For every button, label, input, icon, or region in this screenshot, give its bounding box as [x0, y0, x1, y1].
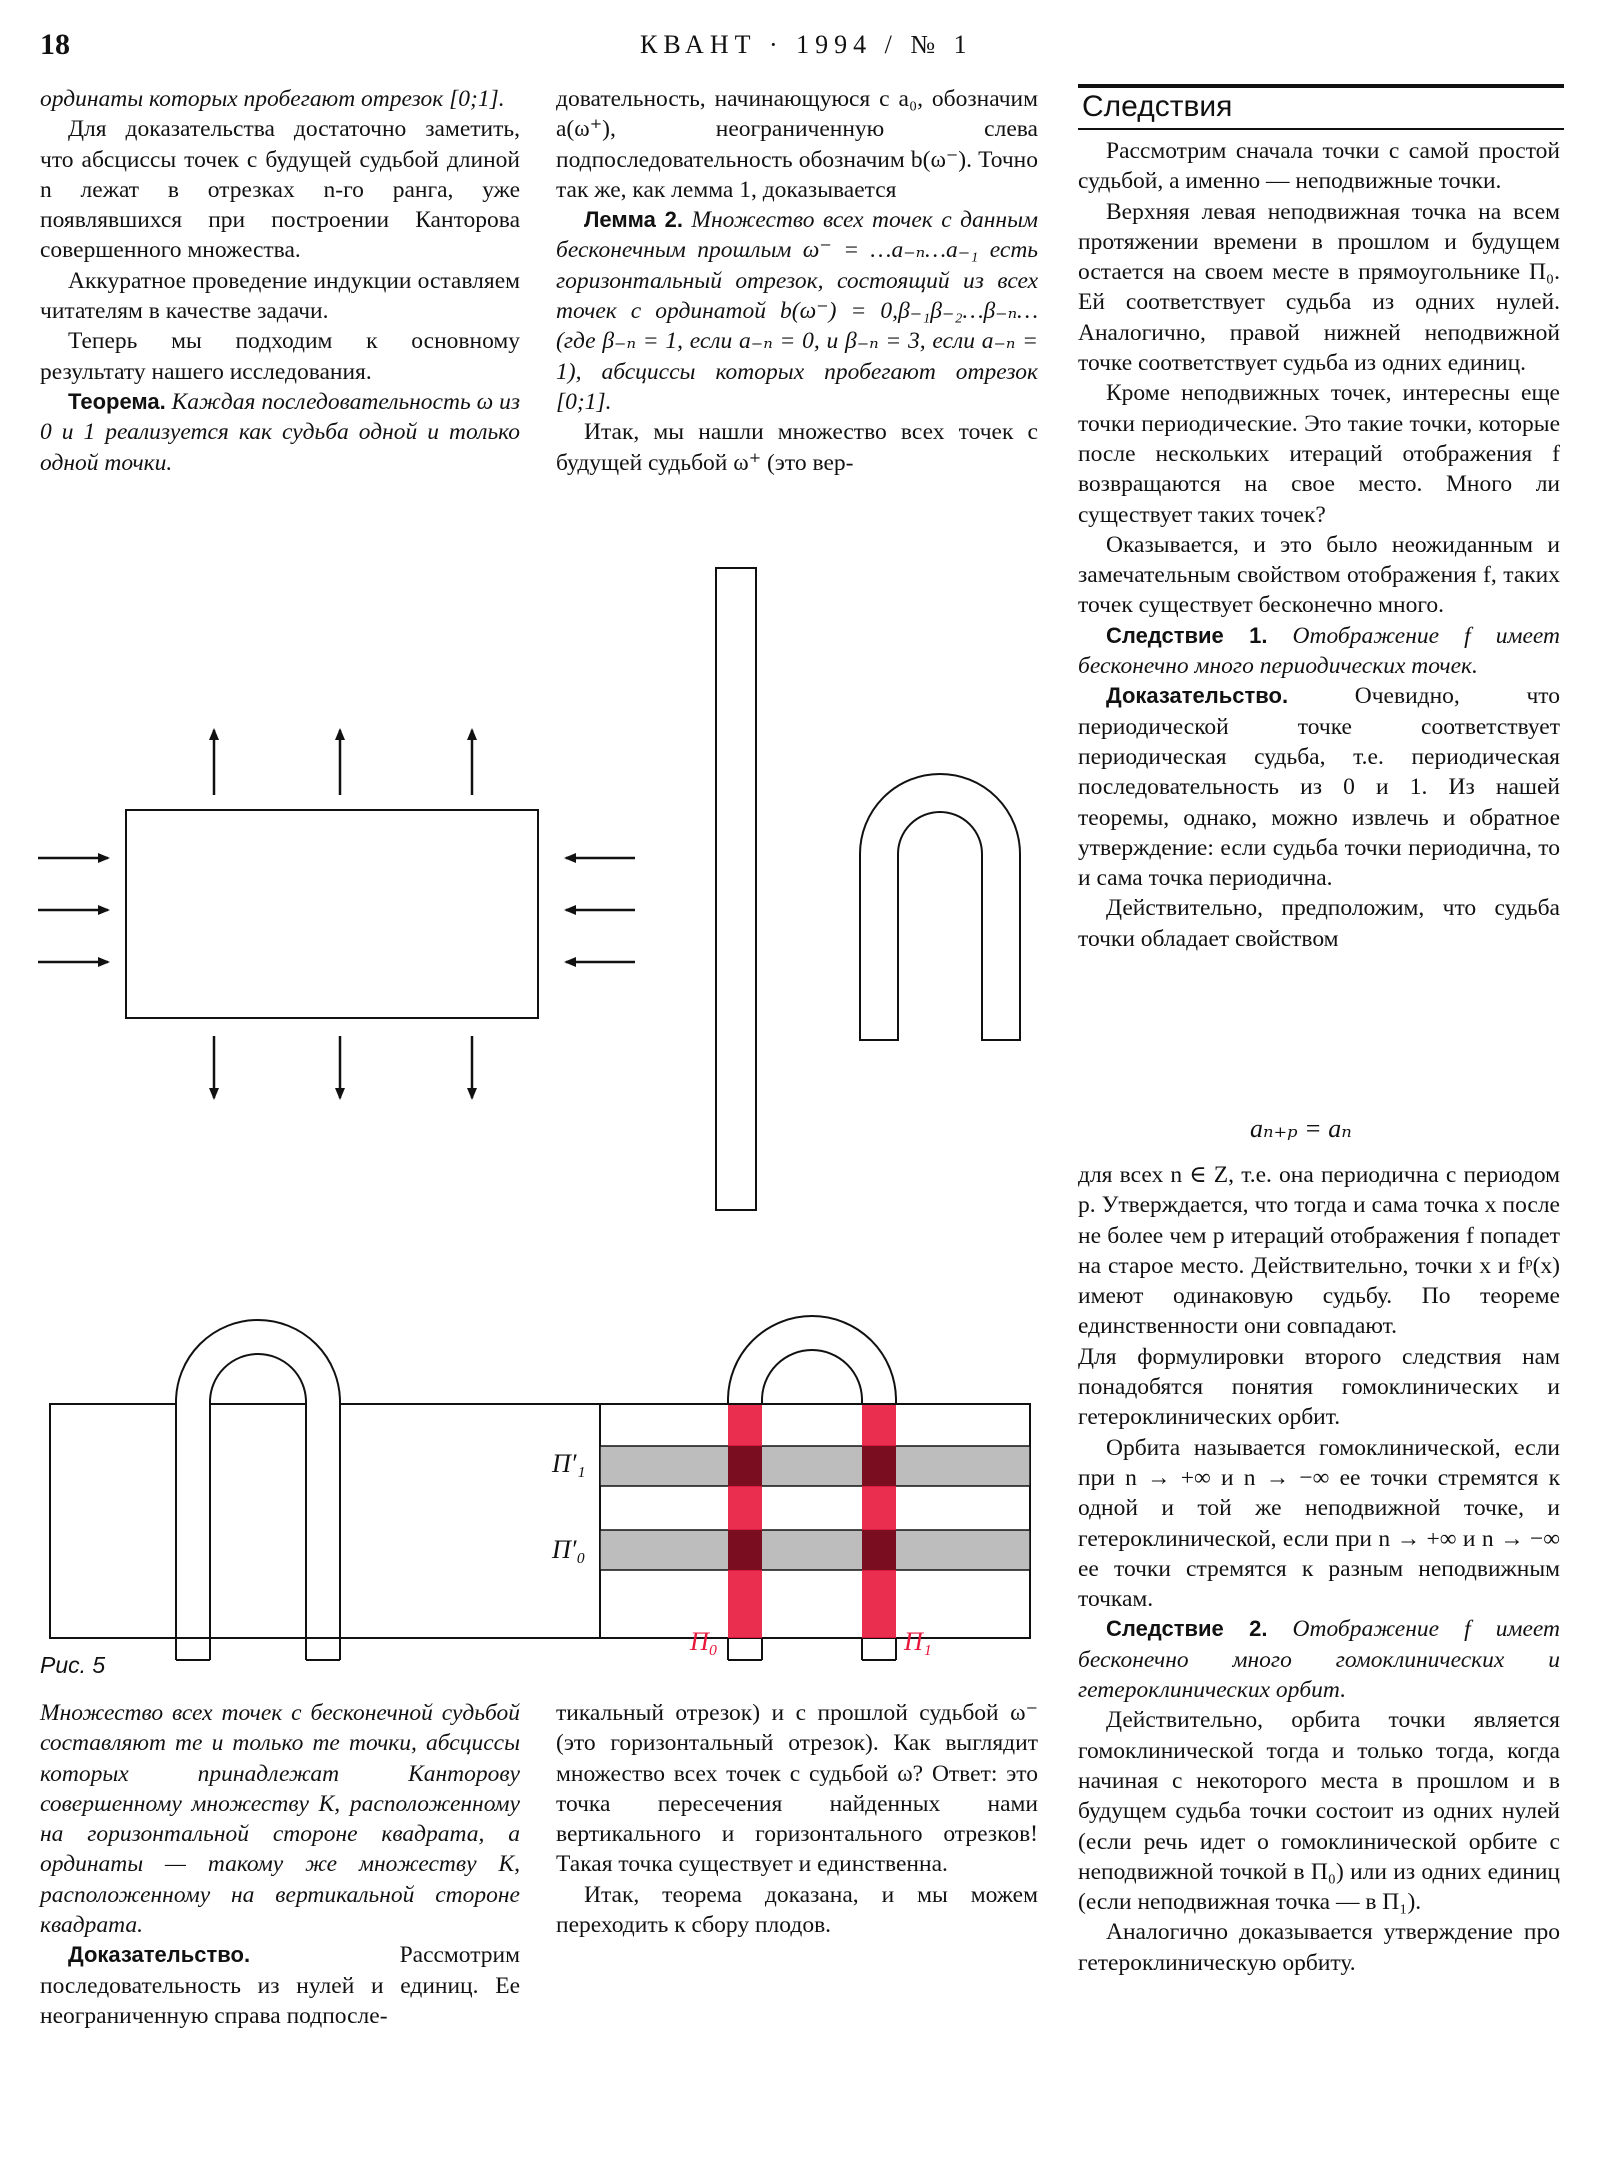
formula: aₙ₊ₚ = aₙ — [1250, 1114, 1352, 1143]
figure-caption-title: Рис. 5 — [40, 1652, 106, 1678]
paragraph: Действительно, предположим, что судьба точки обладает свойством — [1078, 895, 1560, 952]
band-pi0-prime — [600, 1530, 1030, 1570]
paragraph: для всех n ∈ Z, т.е. она периодична с периодом p. Утверждается, что тогда и сама точка x после не более чем p итераций отображения f попадет на старое место. Действительно, точки x и fᵖ(x) имеют одинаковую судьбу. По теореме единственности они совпадают. — [1078, 1162, 1560, 1340]
paragraph: Для формулировки второго следствия нам понадобятся понятия гомоклинических и гетероклинических орбит. — [1078, 1343, 1560, 1431]
highlight-right — [862, 1404, 896, 1638]
label-pi1: П₁ — [904, 1627, 932, 1656]
lemma-label: Лемма 2. — [584, 207, 683, 233]
label-pi0: П₀ — [690, 1627, 718, 1656]
proof-label: Доказательство. — [68, 1942, 251, 1968]
corollary-text: Отображение f имеет бесконечно много гомоклинических и гетероклинических орбит. — [1078, 1616, 1560, 1704]
paragraph: Аккуратное проведение индукции оставляем читателям в качестве задачи. — [40, 267, 520, 325]
paragraph: Теперь мы подходим к основному результату нашего исследования. — [40, 328, 520, 385]
paragraph: Орбита называется гомоклинической, если при n → +∞ и n → −∞ ее точки стремятся к одной и той же неподвижной точке, и гетероклинической, если при n → +∞ и n → −∞ ее точки стремятся к разным неподвижным точкам. — [1078, 1434, 1560, 1613]
paragraph: Оказывается, и это было неожиданным и замечательным свойством отображения f, таких точек существует бесконечно много. — [1078, 531, 1560, 619]
theorem-text: Каждая последовательность ω из 0 и 1 реализуется как судьба одной и только одной точки. — [40, 388, 520, 476]
proof-text: Рассмотрим последовательность из нулей и единиц. Ее неограниченную справа подпосле- — [40, 1942, 520, 2029]
horseshoe-bottom-left — [176, 1320, 340, 1638]
label-pi1-prime: П′₁ — [552, 1449, 586, 1478]
paragraph: Верхняя левая неподвижная точка на всем протяжении времени в прошлом и будущем остается на своем месте в прямоугольнике П₀. Ей соответствует судьба из одних нулей. Аналогично, правой нижней неподвижной точке соответствует судьба из одних единиц. — [1078, 198, 1560, 377]
paragraph: довательность, начинающуюся с a₀, обозначим a(ω⁺), неограниченную слева подпоследовательность обозначим b(ω⁻). Точно так же, как лемма 1, доказывается — [556, 86, 1038, 203]
band-pi1-prime — [600, 1446, 1030, 1486]
running-head: КВАНТ · 1994 / № 1 — [640, 30, 973, 59]
highlight-left — [728, 1404, 762, 1638]
figure-caption: Множество всех точек с бесконечной судьбой составляют те и только те точки, абсциссы которых принадлежат Канторову совершенному множеству K, расположенному на горизонтальной стороне квадрата, а ординаты — такому же множеству K, расположенному на вертикальной стороне квадрата. — [40, 1700, 520, 1939]
paragraph: тикальный отрезок) и с прошлой судьбой ω⁻ (это горизонтальный отрезок). Как выглядит множество всех точек с судьбой ω? Ответ: это точка пересечения найденных нами вертикального и горизонтального отрезков! Такая точка существует и единственна. — [556, 1700, 1038, 1878]
square-bottom-right — [600, 1404, 1030, 1638]
page-number: 18 — [40, 28, 70, 61]
square — [126, 810, 538, 1018]
lemma-text: Множество всех точек с данным бесконечным прошлым ω⁻ = …a₋ₙ…a₋₁ есть горизонтальный отрезок, состоящий из всех точек с ординатой b(ω⁻) = 0,β₋₁β₋₂…β₋ₙ… (где β₋ₙ = 1, если a₋ₙ = 0, и β₋ₙ = 3, если a₋ₙ = 1), абсциссы которых пробегают отрезок [0;1]. — [556, 207, 1038, 415]
paragraph: Для доказательства достаточно заметить, что абсциссы точек с будущей судьбой длиной n лежат в отрезках n-го ранга, уже появлявшихся при построении Канторова совершенного множества. — [40, 116, 520, 264]
paragraph: Аналогично доказывается утверждение про гетероклиническую орбиту. — [1078, 1919, 1560, 1976]
corollary-label: Следствие 2. — [1106, 1616, 1268, 1642]
proof-label: Доказательство. — [1106, 683, 1289, 709]
vertical-strip — [716, 568, 756, 1210]
proof — [40, 1940, 520, 2031]
horseshoe-bottom-right — [728, 1316, 896, 1404]
paragraph: ординаты которых пробегают отрезок [0;1]. — [40, 86, 505, 112]
corollary-text: Отображение f имеет бесконечно много периодических точек. — [1078, 622, 1560, 680]
section-title: Следствия — [1078, 84, 1564, 130]
paragraph: Итак, мы нашли множество всех точек с будущей судьбой ω⁺ (это вер- — [556, 419, 1038, 476]
theorem-label: Теорема. — [68, 388, 166, 414]
paragraph: Кроме неподвижных точек, интересны еще точки периодические. Это такие точки, которые после нескольких итераций отображения f возвращаются на свое место. Много ли существует таких точек? — [1078, 380, 1560, 528]
paragraph: Итак, теорема доказана, и мы можем переходить к сбору плодов. — [556, 1881, 1038, 1939]
corollary-label: Следствие 1. — [1106, 622, 1268, 648]
column-2-bottom — [556, 1698, 1038, 1940]
column-1-bottom — [40, 1698, 520, 2031]
paragraph: Рассмотрим сначала точки с самой простой судьбой, а именно — неподвижные точки. — [1078, 138, 1560, 195]
label-pi0-prime: П′₀ — [552, 1535, 586, 1564]
proof-text: Очевидно, что периодической точке соответствует периодическая судьба, т.е. периодическая последовательность из 0 и 1. Из нашей теоремы, однако, можно извлечь и обратное утверждение: если судьба точки периодична, то и сама точка периодична. — [1078, 683, 1560, 892]
paragraph: Действительно, орбита точки является гомоклинической тогда и только тогда, когда начиная с некоторого места в прошлом и в будущем судьба точки состоит из одних нулей (если речь идет о гомоклинической орбите с неподвижной точкой в П₀) или из одних единиц (если неподвижная точка — в П₁). — [1078, 1707, 1560, 1916]
horseshoe — [860, 774, 1020, 1040]
